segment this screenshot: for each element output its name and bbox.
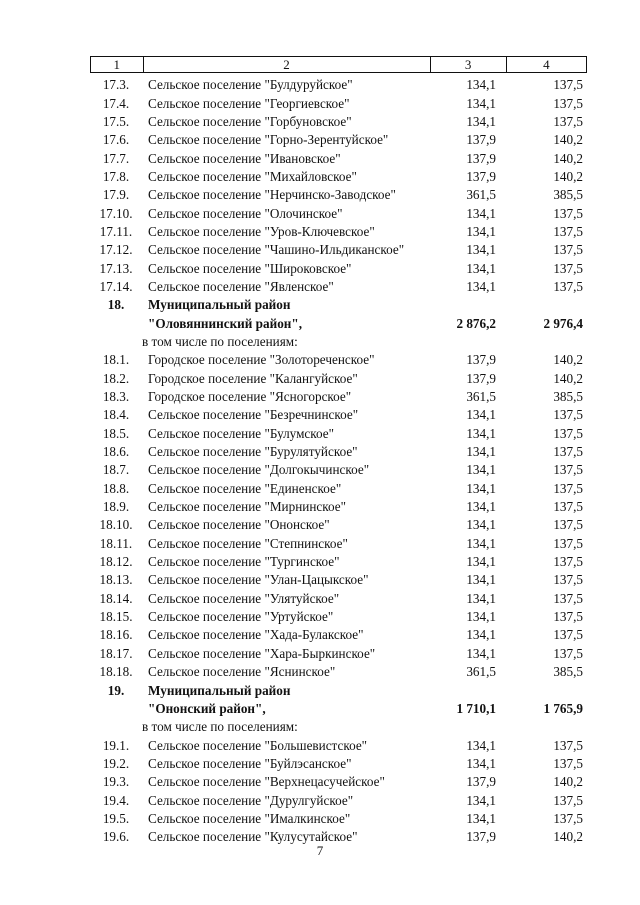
row-value-col4: 137,5	[553, 590, 583, 606]
row-number: 19.2.	[102, 755, 130, 771]
table-row	[90, 553, 587, 571]
row-value-col3: 134,1	[466, 535, 496, 551]
row-value-col3: 134,1	[466, 480, 496, 496]
row-value-col4: 137,5	[553, 535, 583, 551]
row-value-col3: 134,1	[466, 242, 496, 258]
row-number: 18.2.	[102, 370, 130, 386]
table-row	[90, 113, 587, 131]
row-name: Сельское поселение "Нерчинско-Заводское"	[148, 187, 396, 203]
row-value-col4: 137,5	[553, 242, 583, 258]
row-value-col4: 137,5	[553, 810, 583, 826]
row-value-col4: 140,2	[553, 370, 583, 386]
table-row	[90, 204, 587, 222]
row-name: Городское поселение "Ясногорское"	[148, 389, 352, 405]
row-name: Сельское поселение "Мирнинское"	[148, 499, 346, 515]
row-value-col3: 137,9	[466, 352, 496, 368]
row-name: Городское поселение "Калангуйское"	[148, 370, 358, 386]
row-value-col4: 385,5	[553, 389, 583, 405]
row-name: Сельское поселение "Чашино-Ильдиканское"	[148, 242, 405, 258]
row-value-col4: 137,5	[553, 609, 583, 625]
row-name: Сельское поселение "Буйлэсанское"	[148, 755, 352, 771]
row-value-col3: 134,1	[466, 755, 496, 771]
column-header-2: 2	[143, 57, 430, 73]
row-number: 18.17.	[99, 645, 133, 661]
table-row	[90, 76, 587, 94]
row-value-col3: 134,1	[466, 609, 496, 625]
row-number: 18.3.	[102, 389, 130, 405]
row-number: 18.16.	[99, 627, 133, 643]
row-value-col4: 137,5	[553, 462, 583, 478]
row-number: 17.10.	[99, 205, 133, 221]
table-row	[90, 406, 587, 424]
row-number: 18.15.	[99, 609, 133, 625]
row-name: Сельское поселение "Георгиевское"	[148, 95, 350, 111]
row-name: Сельское поселение "Большевистское"	[148, 737, 368, 753]
row-name: "Ононский район",	[148, 700, 266, 716]
table-row	[90, 608, 587, 626]
row-name: Сельское поселение "Уров-Ключевское"	[148, 223, 375, 239]
row-number: 17.11.	[99, 223, 133, 239]
row-name: Сельское поселение "Улятуйское"	[148, 590, 340, 606]
row-name: Сельское поселение "Тургинское"	[148, 554, 340, 570]
row-number: 18.1.	[102, 352, 130, 368]
row-value-col4: 137,5	[553, 77, 583, 93]
row-value-col3: 134,1	[466, 627, 496, 643]
row-name: Сельское поселение "Булумское"	[148, 425, 335, 441]
row-value-col3: 134,1	[466, 113, 496, 129]
row-number: 18.18.	[99, 664, 133, 680]
row-value-col4: 137,5	[553, 278, 583, 294]
row-name: Муниципальный район	[148, 297, 291, 313]
row-value-col4: 2 976,4	[543, 315, 583, 331]
row-value-col4: 137,5	[553, 517, 583, 533]
row-value-col4: 140,2	[553, 150, 583, 166]
table-row	[90, 223, 587, 241]
table-row	[90, 791, 587, 809]
row-value-col3: 2 876,2	[456, 315, 496, 331]
row-name: Сельское поселение "Широковское"	[148, 260, 352, 276]
table-row	[90, 186, 587, 204]
row-name: Сельское поселение "Горно-Зерентуйское"	[148, 132, 389, 148]
row-number: 18.11.	[99, 535, 133, 551]
row-value-col4: 137,5	[553, 444, 583, 460]
column-header-table	[90, 56, 587, 73]
table-row	[90, 259, 587, 277]
row-name: Сельское поселение "Хада-Булакское"	[148, 627, 364, 643]
table-row	[90, 516, 587, 534]
row-value-col4: 137,5	[553, 792, 583, 808]
row-value-col4: 137,5	[553, 645, 583, 661]
table-row	[90, 773, 587, 791]
row-value-col4: 137,5	[553, 627, 583, 643]
row-value-col4: 137,5	[553, 755, 583, 771]
row-value-col3: 134,1	[466, 737, 496, 753]
row-value-col4: 137,5	[553, 425, 583, 441]
row-number: 18.6.	[102, 444, 130, 460]
column-header-3: 3	[430, 57, 506, 73]
row-number: 18.9.	[102, 499, 130, 515]
row-value-col4: 137,5	[553, 223, 583, 239]
table-row	[90, 443, 587, 461]
table-row	[90, 241, 587, 259]
row-value-col3: 137,9	[466, 168, 496, 184]
row-number: 17.8.	[102, 168, 130, 184]
row-value-col3: 134,1	[466, 205, 496, 221]
row-name: Сельское поселение "Единенское"	[148, 480, 342, 496]
table-row	[90, 296, 587, 314]
row-number: 18.5.	[102, 425, 130, 441]
row-name: Сельское поселение "Яснинское"	[148, 664, 336, 680]
row-number: 17.7.	[102, 150, 130, 166]
row-name: "Оловяннинский район",	[148, 315, 302, 331]
row-value-col4: 137,5	[553, 95, 583, 111]
table-row	[90, 314, 587, 332]
row-value-col3: 1 710,1	[456, 700, 496, 716]
table-row	[90, 388, 587, 406]
row-number: 17.6.	[102, 132, 130, 148]
row-value-col4: 137,5	[553, 572, 583, 588]
table-row	[90, 571, 587, 589]
table-row	[90, 425, 587, 443]
row-number: 17.13.	[99, 260, 133, 276]
table-row	[90, 736, 587, 754]
row-name: Сельское поселение "Олочинское"	[148, 205, 343, 221]
table-row	[90, 663, 587, 681]
row-name: Сельское поселение "Кулусутайское"	[148, 829, 358, 845]
row-value-col3: 134,1	[466, 554, 496, 570]
row-name: Сельское поселение "Дурулгуйское"	[148, 792, 354, 808]
table-body	[90, 76, 587, 846]
row-number: 19.	[107, 682, 125, 698]
table-row	[90, 278, 587, 296]
row-number: 18.4.	[102, 407, 130, 423]
row-number: 19.3.	[102, 774, 130, 790]
table-row	[90, 681, 587, 699]
column-header-1: 1	[91, 57, 144, 73]
row-value-col3: 134,1	[466, 95, 496, 111]
table-row	[90, 333, 587, 351]
row-value-col4: 137,5	[553, 480, 583, 496]
row-name: Сельское поселение "Явленское"	[148, 278, 334, 294]
row-value-col4: 137,5	[553, 113, 583, 129]
row-number: 19.6.	[102, 829, 130, 845]
row-value-col3: 134,1	[466, 499, 496, 515]
row-name: Сельское поселение "Улан-Цацыкское"	[148, 572, 369, 588]
row-value-col3: 137,9	[466, 829, 496, 845]
row-value-col4: 385,5	[553, 664, 583, 680]
row-value-col3: 134,1	[466, 517, 496, 533]
row-value-col3: 134,1	[466, 792, 496, 808]
row-name: Сельское поселение "Хара-Быркинское"	[148, 645, 376, 661]
row-number: 18.7.	[102, 462, 130, 478]
row-name: Сельское поселение "Верхнецасучейское"	[148, 774, 385, 790]
row-value-col3: 134,1	[466, 407, 496, 423]
table-row	[90, 645, 587, 663]
row-value-col4: 140,2	[553, 774, 583, 790]
table-row	[90, 718, 587, 736]
row-value-col3: 361,5	[466, 187, 496, 203]
row-number: 19.5.	[102, 810, 130, 826]
row-number: 17.12.	[99, 242, 133, 258]
row-value-col3: 134,1	[466, 572, 496, 588]
table-row	[90, 480, 587, 498]
table-row	[90, 590, 587, 608]
row-name: Сельское поселение "Ивановское"	[148, 150, 341, 166]
row-value-col4: 137,5	[553, 205, 583, 221]
row-value-col4: 137,5	[553, 737, 583, 753]
row-value-col3: 137,9	[466, 774, 496, 790]
row-value-col3: 134,1	[466, 810, 496, 826]
row-value-col4: 140,2	[553, 132, 583, 148]
row-name: Сельское поселение "Бурулятуйское"	[148, 444, 358, 460]
row-number: 17.9.	[102, 187, 130, 203]
row-value-col4: 385,5	[553, 187, 583, 203]
row-value-col4: 140,2	[553, 352, 583, 368]
row-number: 18.8.	[102, 480, 130, 496]
row-value-col4: 137,5	[553, 407, 583, 423]
row-number: 18.	[107, 297, 125, 313]
page-number: 7	[316, 843, 324, 858]
row-value-col4: 137,5	[553, 260, 583, 276]
table-row	[90, 700, 587, 718]
row-name: Городское поселение "Золотореченское"	[148, 352, 375, 368]
table-row	[90, 149, 587, 167]
row-value-col4: 140,2	[553, 829, 583, 845]
row-name: в том числе по поселениям:	[142, 333, 298, 349]
row-number: 18.14.	[99, 590, 133, 606]
row-number: 17.5.	[102, 113, 130, 129]
row-value-col3: 134,1	[466, 260, 496, 276]
table-row	[90, 755, 587, 773]
row-name: Сельское поселение "Безречнинское"	[148, 407, 359, 423]
table-row	[90, 461, 587, 479]
row-value-col3: 137,9	[466, 150, 496, 166]
row-value-col3: 134,1	[466, 590, 496, 606]
table-row	[90, 94, 587, 112]
row-number: 19.1.	[102, 737, 130, 753]
row-name: Сельское поселение "Булдуруйское"	[148, 77, 353, 93]
row-name: Сельское поселение "Ононское"	[148, 517, 330, 533]
row-number: 17.4.	[102, 95, 130, 111]
table-row	[90, 370, 587, 388]
row-value-col3: 137,9	[466, 370, 496, 386]
column-header-4: 4	[506, 57, 586, 73]
table-row	[90, 535, 587, 553]
row-name: в том числе по поселениям:	[142, 719, 298, 735]
row-name: Сельское поселение "Ималкинское"	[148, 810, 351, 826]
row-value-col3: 361,5	[466, 389, 496, 405]
row-name: Сельское поселение "Долгокычинское"	[148, 462, 370, 478]
row-value-col3: 134,1	[466, 645, 496, 661]
row-number: 17.3.	[102, 77, 130, 93]
row-name: Сельское поселение "Степнинское"	[148, 535, 348, 551]
row-number: 18.10.	[99, 517, 133, 533]
row-value-col3: 134,1	[466, 278, 496, 294]
row-value-col3: 137,9	[466, 132, 496, 148]
row-number: 18.12.	[99, 554, 133, 570]
row-number: 19.4.	[102, 792, 130, 808]
row-value-col3: 134,1	[466, 425, 496, 441]
row-name: Сельское поселение "Михайловское"	[148, 168, 357, 184]
row-name: Сельское поселение "Горбуновское"	[148, 113, 352, 129]
row-value-col4: 137,5	[553, 554, 583, 570]
row-value-col3: 134,1	[466, 223, 496, 239]
row-number: 18.13.	[99, 572, 133, 588]
row-number: 17.14.	[99, 278, 133, 294]
table-row	[90, 498, 587, 516]
table-row	[90, 351, 587, 369]
row-value-col4: 140,2	[553, 168, 583, 184]
row-value-col3: 134,1	[466, 77, 496, 93]
table-row	[90, 626, 587, 644]
row-value-col3: 361,5	[466, 664, 496, 680]
table-row	[90, 168, 587, 186]
row-value-col3: 134,1	[466, 462, 496, 478]
row-name: Муниципальный район	[148, 682, 291, 698]
table-row	[90, 131, 587, 149]
row-value-col4: 137,5	[553, 499, 583, 515]
row-name: Сельское поселение "Уртуйское"	[148, 609, 334, 625]
row-value-col3: 134,1	[466, 444, 496, 460]
table-row	[90, 810, 587, 828]
row-value-col4: 1 765,9	[543, 700, 583, 716]
